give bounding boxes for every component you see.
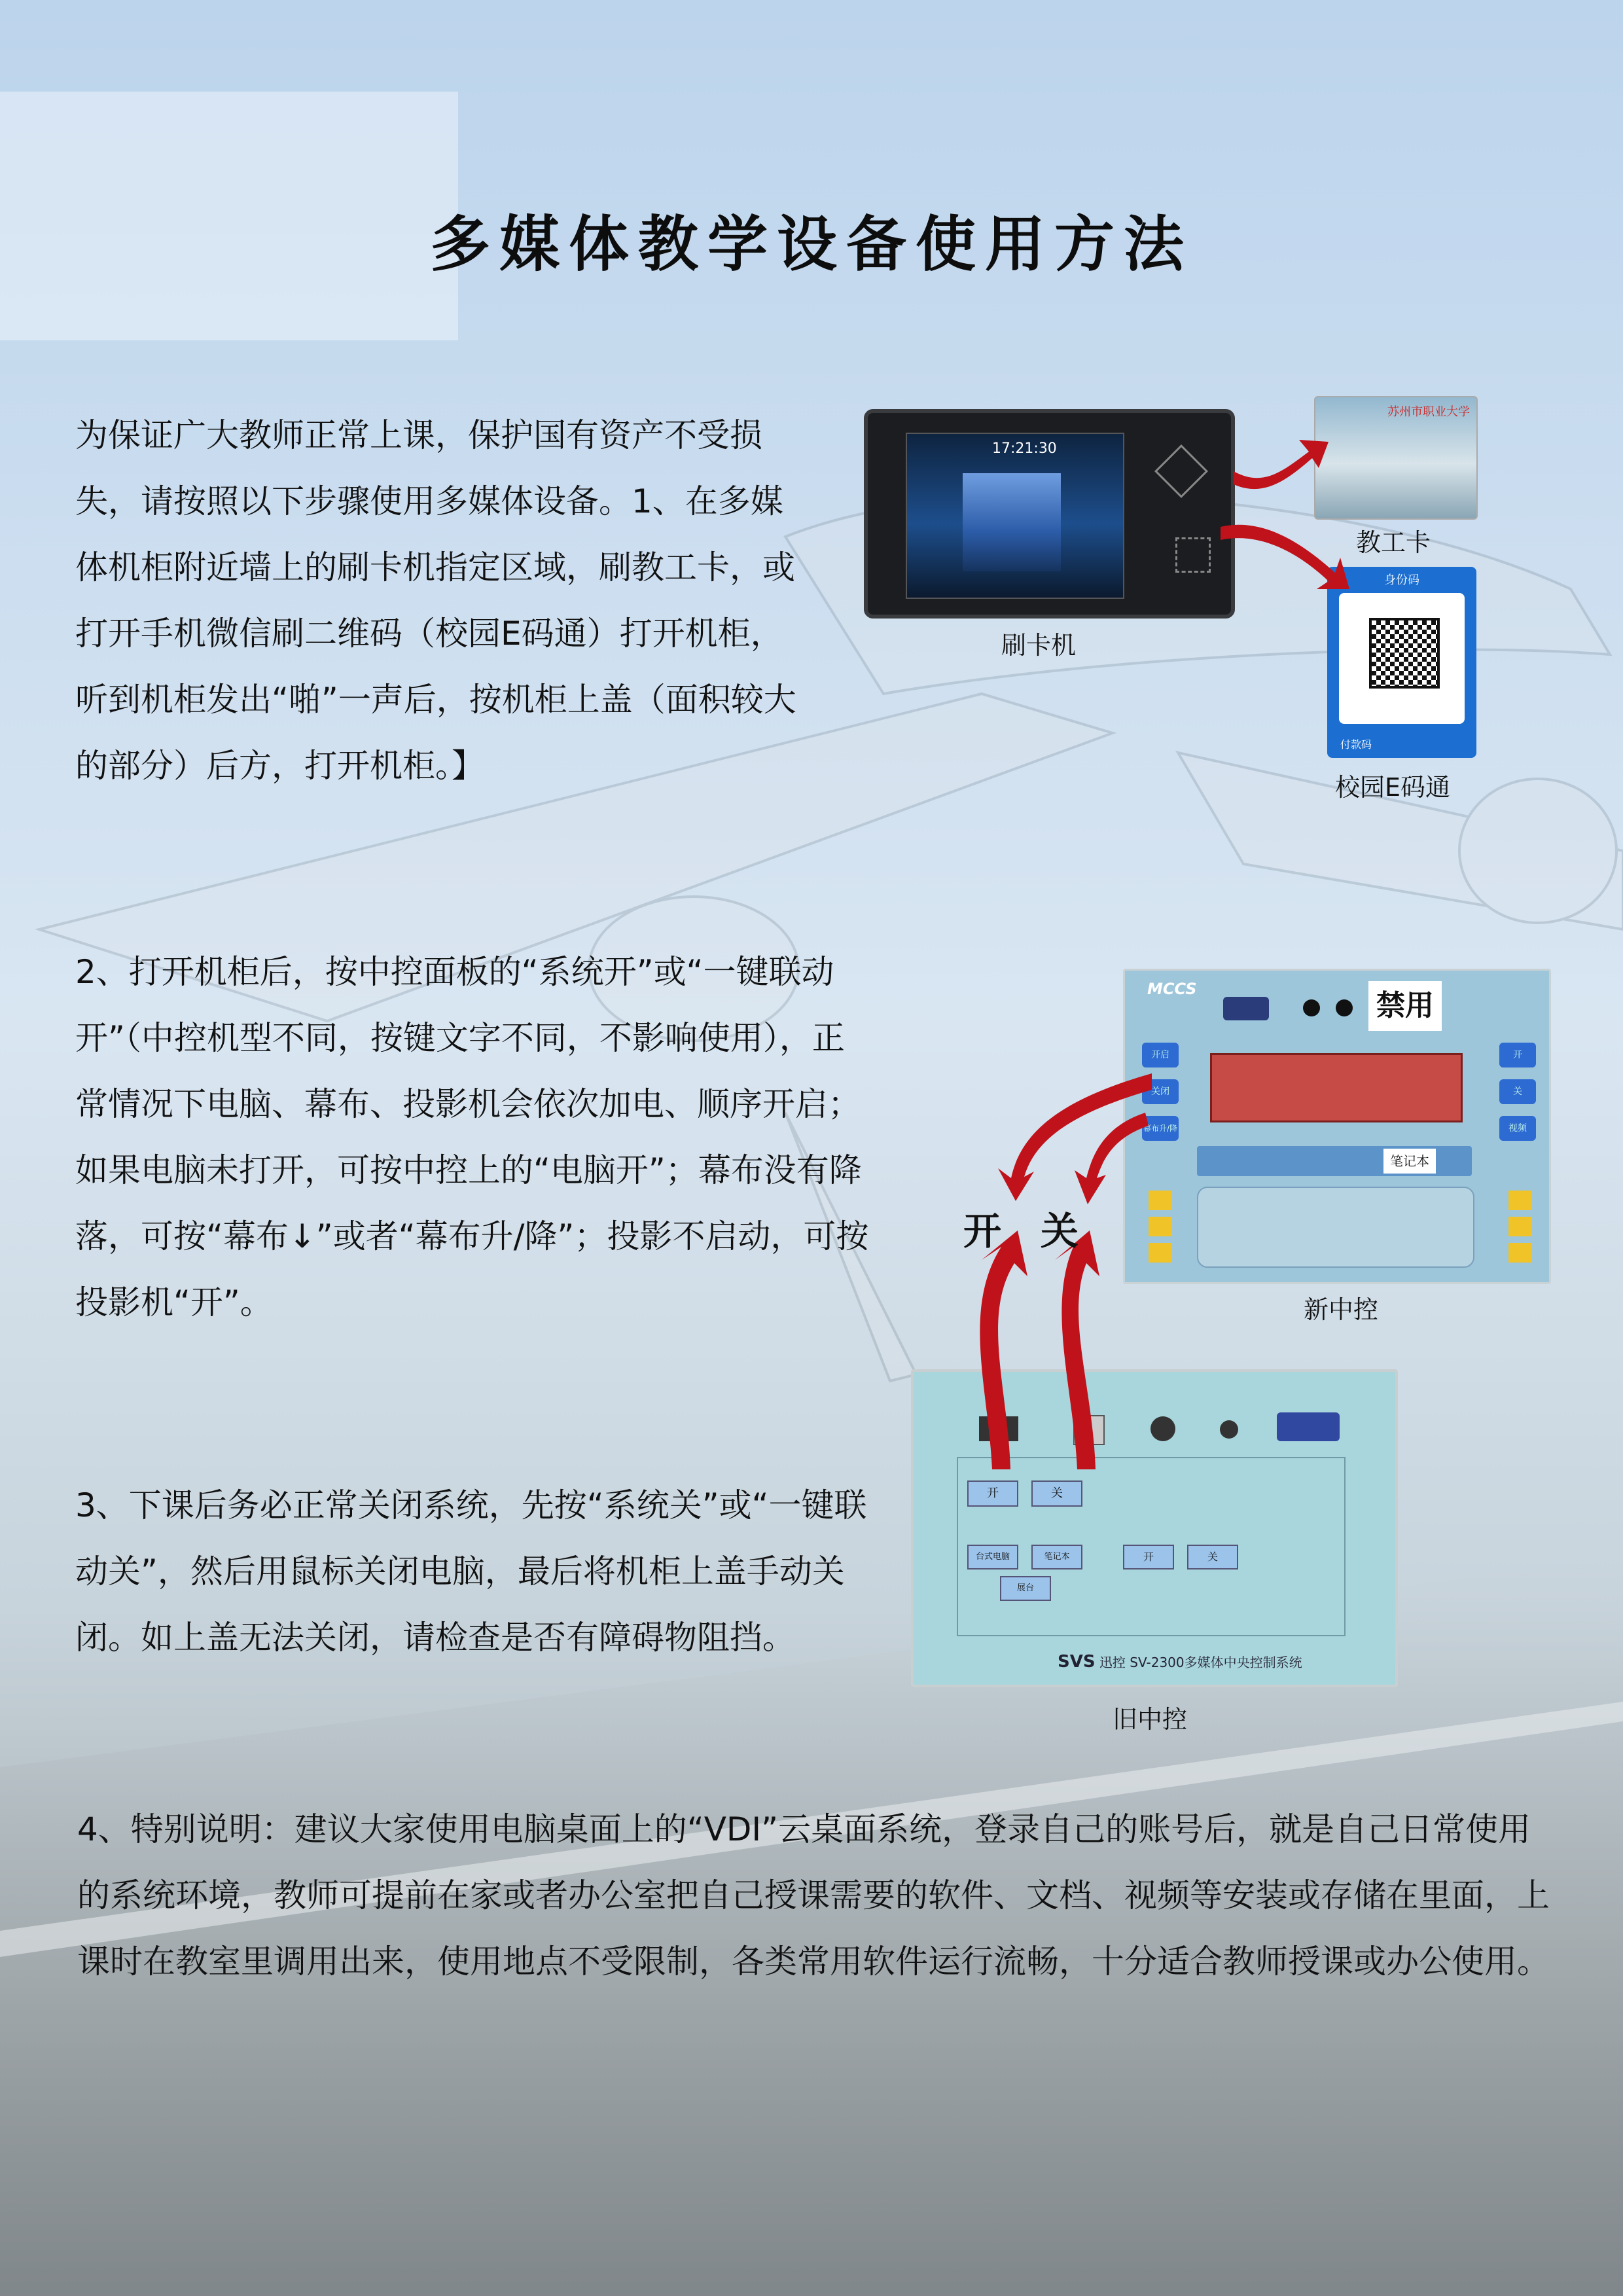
- paragraph-step-3: 3、下课后务必正常关闭系统，先按“系统关”或“一键联动关”，然后用鼠标关闭电脑，最后将机柜上盖手动关闭。如上盖无法关闭，请检查是否有障碍物阻挡。: [75, 1486, 867, 1657]
- paragraph-step-4: 4、特别说明：建议大家使用电脑桌面上的“VDI”云桌面系统，登录自己的账号后，就是自己日常使用的系统环境，教师可提前在家或者办公室把自己授课需要的软件、文档、视频等安装或存储在里面，上课时在教室里调用出来，使用地点不受限制，各类常用软件运行流畅，十分适合教师授课或办公使用。: [77, 1810, 1550, 1981]
- arrow-old-on: [980, 1230, 1027, 1469]
- new-button-on[interactable]: 开启: [1142, 1043, 1179, 1067]
- caption-new-controller: 新中控: [1304, 1295, 1379, 1324]
- caption-card-reader: 刷卡机: [1001, 631, 1077, 660]
- old-brand: SVS: [1058, 1652, 1096, 1672]
- arrow-old-off: [1055, 1230, 1099, 1469]
- disabled-sticker: 禁用: [1368, 981, 1442, 1031]
- paragraph-step-1: 为保证广大教师正常上课，保护国有资产不受损失，请按照以下步骤使用多媒体设备。1、在多媒体机柜附近墙上的刷卡机指定区域，刷教工卡，或打开手机微信刷二维码（校园E码通）打开机柜，听到机柜发出“啪”一声后，按机柜上盖（面积较大的部分）后方，打开机柜。】: [75, 416, 796, 785]
- new-controller-brand: MCCS: [1147, 980, 1197, 998]
- old-system-on-button[interactable]: 开: [967, 1480, 1018, 1507]
- new-button-off[interactable]: 关闭: [1142, 1079, 1179, 1104]
- qr-app-header: 身份码: [1384, 573, 1419, 587]
- old-projector-off-button[interactable]: 关: [1187, 1545, 1238, 1570]
- card-reader-time: 17:21:30: [992, 440, 1057, 457]
- new-projector-on[interactable]: 开: [1499, 1043, 1536, 1067]
- arrow-label-on: 开: [963, 1209, 1002, 1253]
- old-notebook-button[interactable]: 笔记本: [1031, 1545, 1082, 1570]
- caption-staff-card: 教工卡: [1356, 528, 1431, 557]
- old-model-text: SV-2300多媒体中央控制系统: [1130, 1655, 1302, 1670]
- old-visualizer-button[interactable]: 展台: [1000, 1576, 1051, 1601]
- arrow-new-off: [1075, 1113, 1149, 1204]
- caption-old-controller: 旧中控: [1113, 1705, 1188, 1734]
- notebook-sticker: 笔记本: [1383, 1149, 1436, 1174]
- qr-app-footer: 付款码: [1340, 738, 1372, 751]
- old-desktop-button[interactable]: 台式电脑: [967, 1545, 1018, 1570]
- page-title: 多媒体教学设备使用方法: [429, 209, 1193, 279]
- new-projector-off[interactable]: 关: [1499, 1079, 1536, 1104]
- arrow-new-on: [998, 1073, 1152, 1201]
- paragraph-step-2: 2、打开机柜后，按中控面板的“系统开”或“一键联动开”（中控机型不同，按键文字不同，不影响使用），正常情况下电脑、幕布、投影机会依次加电、顺序开启；如果电脑未打开，可按中控上的“电脑开”；幕布没有降落，可按“幕布↓”或者“幕布升/降”；投影不启动，可按投影机“开”。: [75, 953, 869, 1321]
- new-projector-video[interactable]: 视频: [1499, 1116, 1536, 1141]
- staff-card-text: 苏州市职业大学: [1387, 405, 1470, 419]
- new-button-screen[interactable]: 幕布升/降: [1142, 1116, 1179, 1141]
- caption-campus-code: 校园E码通: [1335, 773, 1451, 802]
- old-brand-cn: 迅控: [1099, 1655, 1126, 1670]
- arrow-label-off: 关: [1041, 1209, 1079, 1253]
- old-projector-on-button[interactable]: 开: [1123, 1545, 1174, 1570]
- old-system-off-button[interactable]: 关: [1031, 1480, 1082, 1507]
